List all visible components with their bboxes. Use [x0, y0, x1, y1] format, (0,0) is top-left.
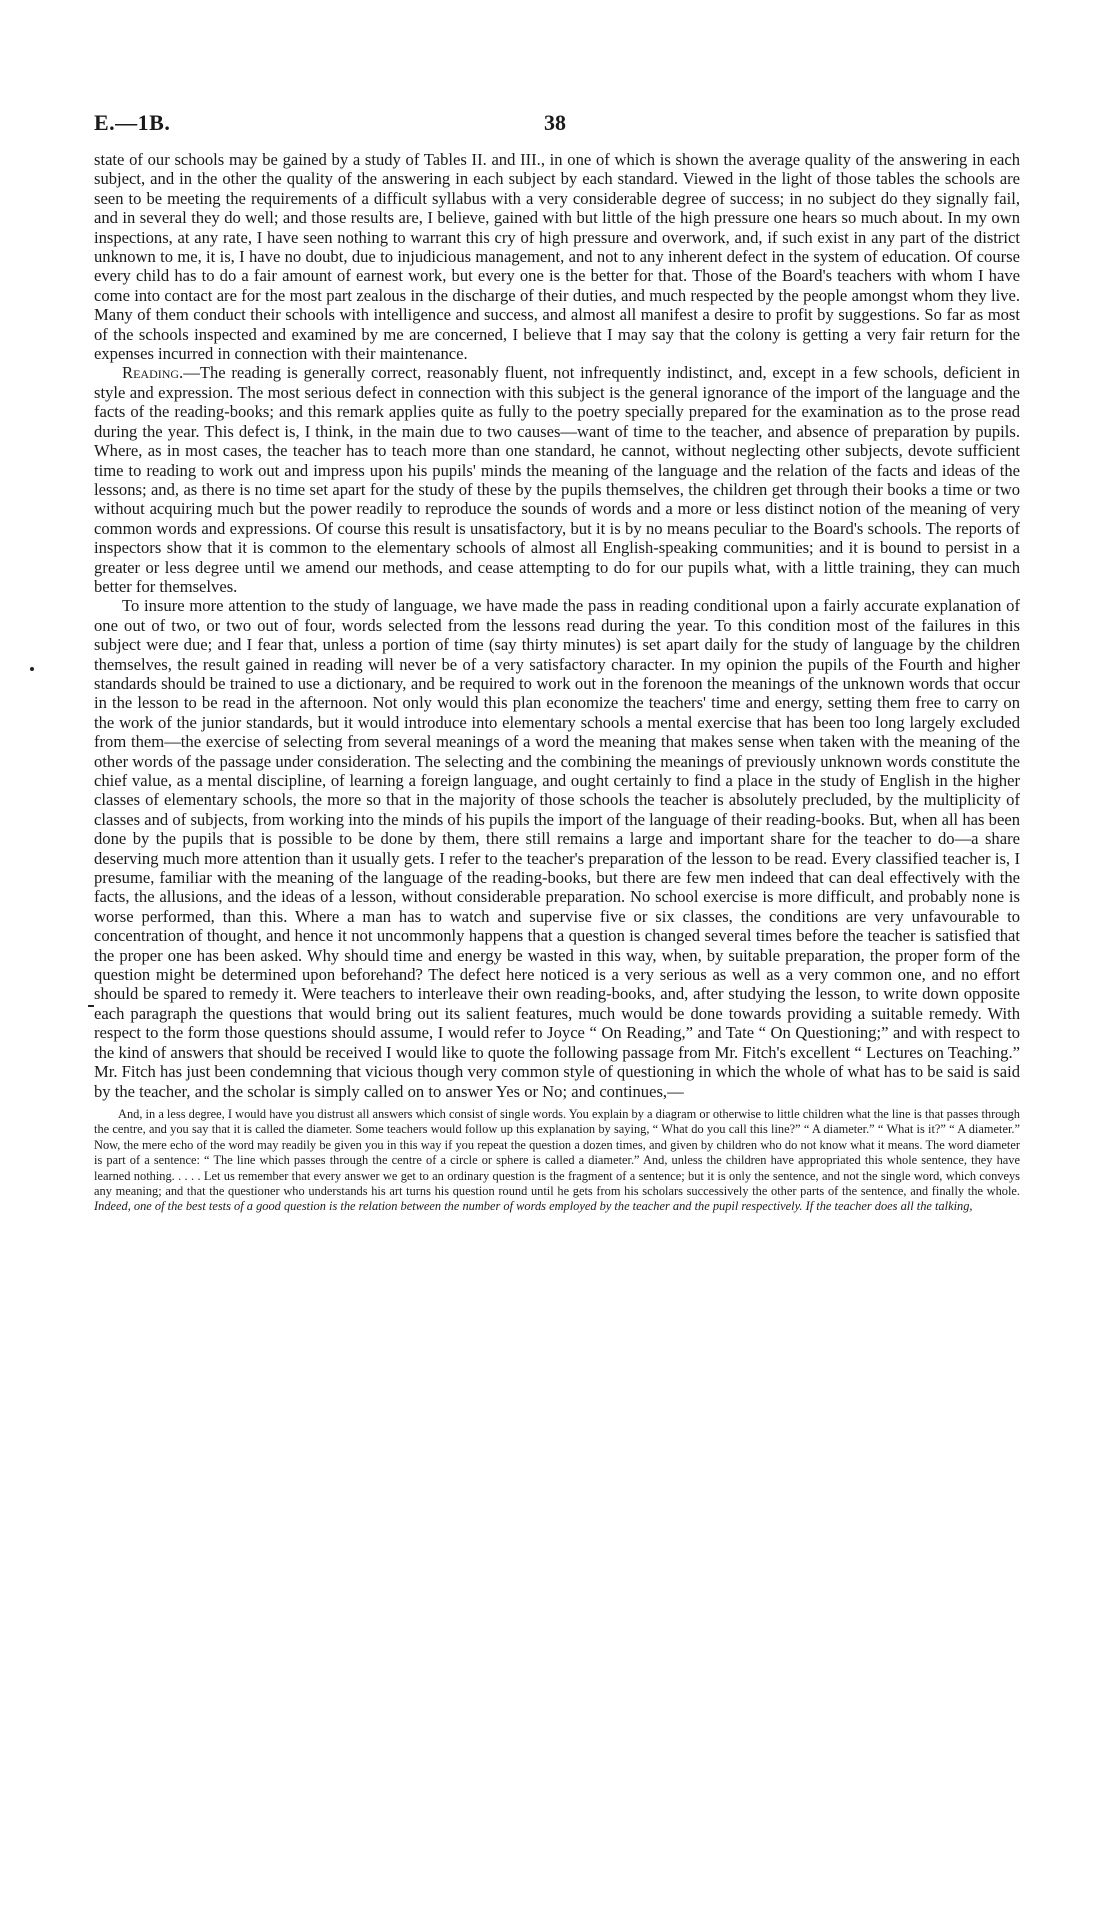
paragraph-text: state of our schools may be gained by a study of Tables II. and III., in one of which is shown the average quality of the answering in each subject, and in the other the quality of the answering in each subject by each standard. Viewed in the light of those tables the schools are seen to be meeting the requirements of a difficult syllabus with a very considerable degree of success; in no subject do they signally fail, and in several they do well; and those results are, I believe, gained with but little of the high pressure one hears so much about. In my own inspections, at any rate, I have seen nothing to warrant this cry of high pressure and overwork, and, if such exist in any part of the district unknown to me, it is, I have no doubt, due to injudicious management, and not to any inherent defect in the system of education. Of course every child has to do a fair amount of earnest work, but every one is the better for that. Those of the Board's teachers with whom I have come into contact are for the most part zealous in the discharge of their duties, and much respected by the people amongst whom they live. Many of them conduct their schools with intelligence and success, and almost all manifest a desire to profit by suggestions. So far as most of the schools inspected and examined by me are concerned, I believe that I may say that the colony is getting a very fair return for the expenses incurred in connection with their maintenance. — [94, 150, 1020, 364]
quotation-paragraph — [94, 1107, 1020, 1215]
margin-dot-mark — [30, 667, 34, 671]
section-heading-reading: Reading. — [122, 363, 184, 383]
paragraph-text: —The reading is generally correct, reasonably fluent, not infrequently indistinct, and, except in a few schools, deficient in style and expression. The most serious defect in connection with this subject is the general ignorance of the import of the language and the facts of the reading-books; and this remark applies quite as fully to the poetry specially prepared for the examination as to the prose read during the year. This defect is, I think, in the main due to two causes—want of time to the teacher, and absence of preparation by pupils. Where, as in most cases, the teacher has to teach more than one standard, he cannot, without neglecting other subjects, devote sufficient time to reading to work out and impress upon his pupils' minds the meaning of the language and the relation of the facts and ideas of the lessons; and, as there is no time set apart for the study of these by the pupils themselves, the children get through their books a time or two without acquiring much but the power readily to reproduce the sounds of words and a more or less distinct notion of the meaning of very common words and expressions. Of course this result is unsatisfactory, but it is by no means peculiar to the Board's schools. The reports of inspectors show that it is common to the elementary schools of almost all English-speaking communities; and it is bound to persist in a greater or less degree until we amend our methods, and cease attempting to do for our pupils what, with a little training, they can much better for themselves. — [94, 363, 1020, 596]
quotation-italic-text: Indeed, one of the best tests of a good question is the relation between the number of words employed by the teacher and the pupil respectively. If the teacher does all the talking, — [94, 1199, 973, 1214]
paragraph-continuation — [94, 150, 1020, 363]
document-reference: E.—1B. — [94, 110, 171, 135]
page-number: 38 — [544, 110, 566, 135]
document-page — [94, 110, 1020, 1215]
quotation-text: And, in a less degree, I would have you distrust all answers which consist of single words. You explain by a diagram or otherwise to little children what the line is that passes through the centre, and you say that it is called the diameter. Some teachers would follow up this explanation by saying, “ What do you call this line?” “ A diameter.” “ What is it?” “ A diameter.” Now, the mere echo of the word may readily be given you in this way if you repeat the question a dozen times, and given by children who do not know what it means. The word diameter is part of a sentence: “ The line which passes through the centre of a circle or sphere is called a diameter.” And, unless the children have appropriated this whole sentence, they have learned nothing. . . . . Let us remember that every answer we get to an ordinary question is the fragment of a sentence; but it is only the sentence, and not the single word, which conveys any meaning; and that the questioner who understands his art turns his question round until he gets from his scholars successively the other parts of the sentence, and finally the whole. — [94, 1106, 1020, 1198]
paragraph-text: To insure more attention to the study of language, we have made the pass in reading conditional upon a fairly accurate explanation of one out of two, or two out of four, words selected from the lessons read during the year. To this condition most of the failures in this subject were due; and I fear that, unless a portion of time (say thirty minutes) is set apart daily for the study of language by the children themselves, the result gained in reading will never be of a very satisfactory character. In my opinion the pupils of the Fourth and higher standards should be trained to use a dictionary, and be required to work out in the forenoon the meanings of the unknown words that occur in the lesson to be read in the afternoon. Not only would this plan economize the teachers' time and energy, setting them free to carry on the work of the junior standards, but it would introduce into elementary schools a mental exercise that has been too long largely excluded from them—the exercise of selecting from several meanings of a word the meaning that makes sense when taken with the meaning of the other words of the passage under consideration. The selecting and the combining the meanings of previously unknown words constitute the chief value, as a mental discipline, of learning a foreign language, and ought certainly to find a place in the study of English in the higher classes of elementary schools, the more so that in the majority of those schools the teacher is absolutely precluded, by the multiplicity of classes and of subjects, from working into the minds of his pupils the import of the language of their reading-books. But, when all has been done by the pupils that is possible to be done by them, there still remains a large and important share for the teacher to do—a share deserving much more attention than it usually gets. I refer to the teacher's preparation of the lesson to be read. Every classified teacher is, I presume, familiar with the meaning of the language of the reading-books, but there are few men indeed that can deal effectively with the facts, the allusions, and the ideas of a lesson, without considerable preparation. No school exercise is more difficult, and probably none is worse performed, than this. Where a man has to watch and supervise five or six classes, the conditions are very unfavourable to concentration of thought, and hence it not uncommonly happens that a question is changed several times before the teacher is satisfied that the proper one has been asked. Why should time and energy be wasted in this way, when, by suitable preparation, the proper form of the question might be determined upon beforehand? The defect here noticed is a very serious as well as a very common one, and no effort should be spared to remedy it. Were teachers to interleave their own reading-books, and, after studying the lesson, to write down opposite each paragraph the questions that would bring out its salient features, much would be done towards providing a suitable remedy. With respect to the form those questions should assume, I would refer to Joyce “ On Reading,” and Tate “ On Questioning;” and with respect to the kind of answers that should be received I would like to quote the following passage from Mr. Fitch's excellent “ Lectures on Teaching.” Mr. Fitch has just been condemning that vicious though very common style of questioning in which the whole of what has to be said is said by the teacher, and the scholar is simply called on to answer Yes or No; and continues,— — [94, 596, 1020, 1101]
block-quotation — [94, 1107, 1020, 1215]
page-header — [94, 110, 1020, 150]
paragraph-reading — [94, 363, 1020, 596]
paragraph-language-study — [94, 596, 1020, 1101]
document-body — [94, 150, 1020, 1101]
